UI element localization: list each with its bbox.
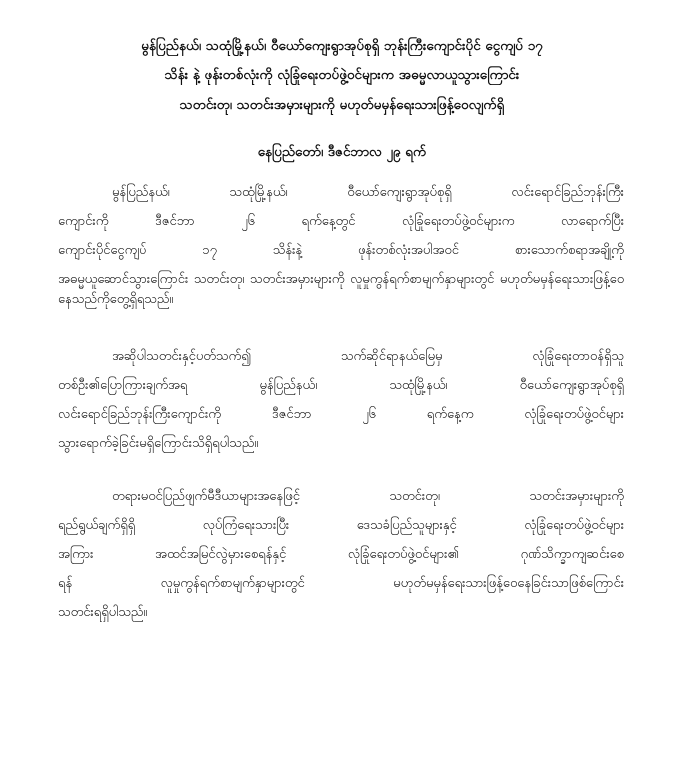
paragraph-3-line-2: ရည်ရွယ်ချက်ရှိရှိ လုပ်ကြံရေးသားပြီး ဒေသခံပြည်သူများနှင့် လုံခြုံရေးတပ်ဖွဲ့ဝင်များ bbox=[58, 518, 624, 533]
paragraph-2-line-3: လင်းရောင်ခြည်ဘုန်းကြီးကျောင်းကို ဒီဇင်ဘာ ၂၆ ရက်နေ့က လုံခြုံရေးတပ်ဖွဲ့ဝင်များ bbox=[58, 407, 624, 422]
paragraph-3-line-4: ရန် လူမှုကွန်ရက်စာမျက်နှာများတွင် မဟုတ်မမှန်ရေးသားဖြန့်ဝေနေခြင်းသာဖြစ်ကြောင်း bbox=[58, 576, 624, 591]
paragraph-1-line-3: ကျောင်းပိုင်ငွေကျပ် ၁၇ သိန်းနဲ့ ဖုန်းတစ်လုံးအပါအဝင် စားသောက်စရာအချို့ကို bbox=[58, 243, 624, 258]
paragraph-2-line-1: အဆိုပါသတင်းနှင့်ပတ်သက်၍ သက်ဆိုင်ရာနယ်မြေမှ လုံခြုံရေးတာဝန်ရှိသူ bbox=[112, 349, 624, 364]
headline-line-3: သတင်းတု၊ သတင်းအမှားများကို မဟုတ်မမှန်ရေးသားဖြန့်ဝေလျက်ရှိ bbox=[179, 97, 505, 113]
paragraph-2-line-4: သွားရောက်ခဲ့ခြင်းမရှိကြောင်းသိရှိရပါသည်။ bbox=[58, 436, 259, 451]
paragraph-3-line-3: အကြား အထင်အမြင်လွဲမှားစေရန်နှင့် လုံခြုံရေးတပ်ဖွဲ့ဝင်များ၏ ဂုဏ်သိက္ခာကျဆင်းစေ bbox=[58, 547, 624, 562]
paragraph-1-last: အဓမ္မယူဆောင်သွားကြောင်း သတင်းတု၊ သတင်းအမှားများကို လူမှုကွန်ရက်စာမျက်နှာများတွင် မဟုတ်မမှန်ရေးသားဖြန့်ဝေနေသည်ကိုတွေ့ရှိရသည်။ bbox=[58, 272, 624, 307]
paragraph-3-line-1: တရားမဝင်ပြည်ဖျက်မီဒီယာများအနေဖြင့် သတင်းတု၊ သတင်းအမှားများကို bbox=[112, 489, 624, 504]
dateline: နေပြည်တော်၊ ဒီဇင်ဘာလ ၂၉ ရက် bbox=[257, 144, 427, 160]
paragraph-3-line-5: သတင်းရရှိပါသည်။ bbox=[58, 605, 148, 620]
paragraph-1-line-2: ကျောင်းကို ဒီဇင်ဘာ ၂၆ ရက်နေ့တွင် လုံခြုံရေးတပ်ဖွဲ့ဝင်များက လာရောက်ပြီး bbox=[58, 214, 624, 229]
headline-line-2: သိန်း နဲ့ ဖုန်းတစ်လုံးကို လုံခြုံရေးတပ်ဖွဲ့ဝင်များက အဓမ္မလာယူသွားကြောင်း bbox=[164, 67, 520, 83]
paragraph-2-line-2: တစ်ဦး၏ပြောကြားချက်အရ မွန်ပြည်နယ်၊ သထုံမြို့နယ်၊ ဝီယော်ကျေးရွာအုပ်စုရှိ bbox=[58, 378, 624, 393]
paragraph-1-line-1: မွန်ပြည်နယ်၊ သထုံမြို့နယ်၊ ဝီယော်ကျေးရွာအုပ်စုရှိ လင်းရောင်ခြည်ဘုန်းကြီး bbox=[112, 185, 624, 200]
headline-line-1: မွန်ပြည်နယ်၊ သထုံမြို့နယ်၊ ဝီယော်ကျေးရွာအုပ်စုရှိ ဘုန်းကြီးကျောင်းပိုင် ငွေကျပ် ၁၇ bbox=[141, 38, 543, 54]
